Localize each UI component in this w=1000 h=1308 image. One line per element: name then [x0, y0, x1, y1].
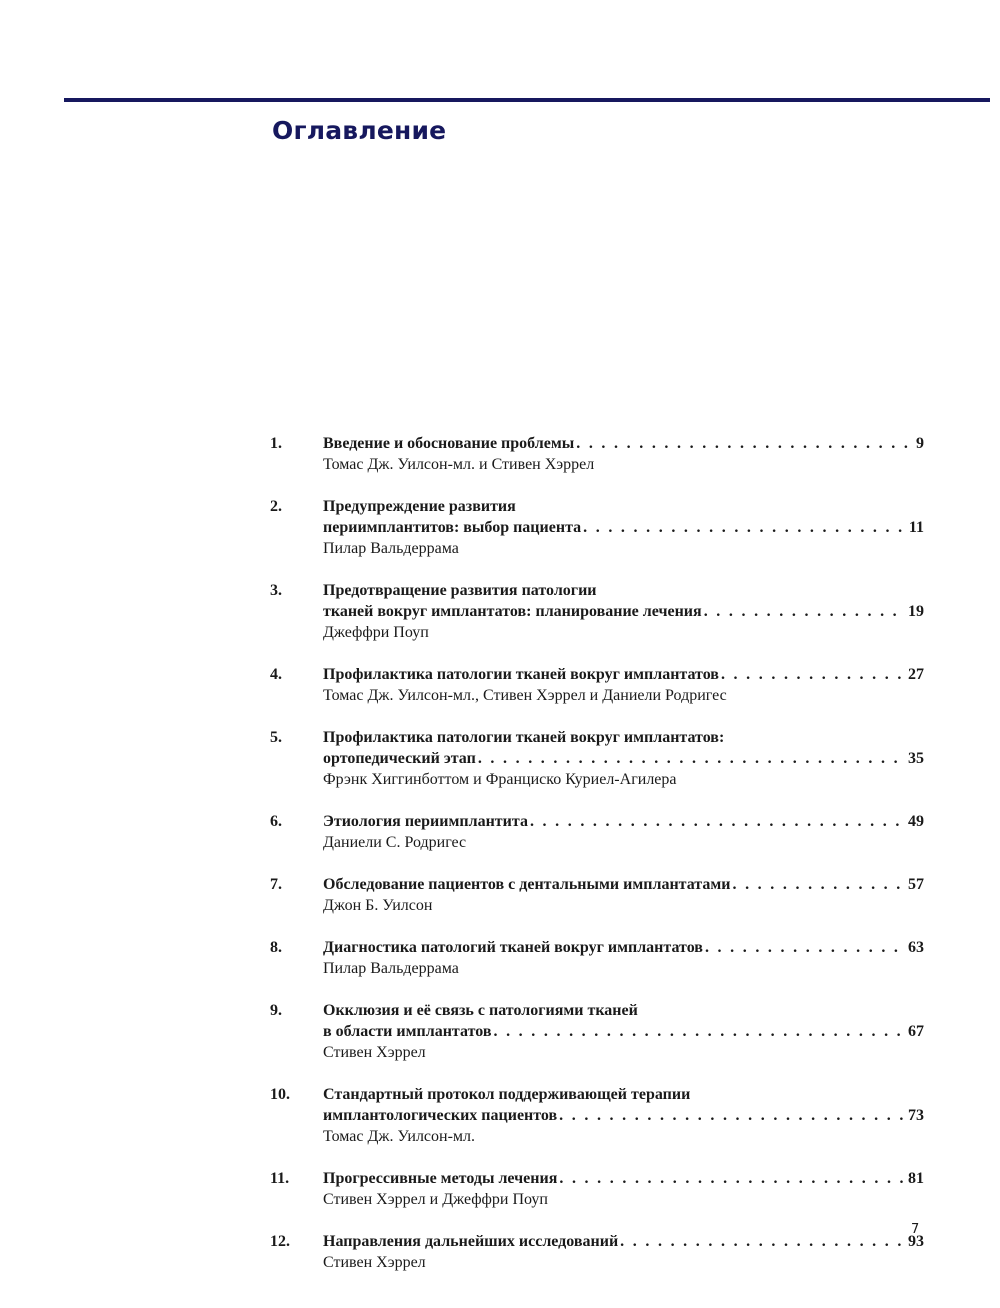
toc-entry: [270, 496, 924, 559]
toc-entry-page: 27: [908, 666, 924, 683]
toc-entry-page: 19: [908, 603, 924, 620]
toc-entry: [270, 1084, 924, 1147]
toc-entry-title-line: Профилактика патологии тканей вокруг имплантатов:: [323, 729, 725, 746]
toc-entry-page: 63: [908, 939, 924, 956]
toc-entry-authors: Томас Дж. Уилсон-мл., Стивен Хэррел и Даниели Родригес: [323, 687, 727, 704]
toc-entry-number: 3.: [270, 582, 282, 599]
toc-entry-page: 11: [908, 519, 924, 536]
toc-entry: [270, 1231, 924, 1273]
toc-entry-title: тканей вокруг имплантатов: планирование лечения: [323, 603, 702, 620]
toc-entry-title-line: Предупреждение развития: [323, 498, 516, 515]
dot-leader: [478, 748, 906, 769]
toc-entry-body: [323, 580, 924, 643]
toc-entry-leader-line: [323, 811, 924, 832]
toc-entry-title: Этиология периимплантита: [323, 813, 528, 830]
toc-entry-page: 73: [908, 1107, 924, 1124]
toc-entry-title: периимплантитов: выбор пациента: [323, 519, 582, 536]
toc-entry-body: [323, 496, 924, 559]
toc-entry-authors: Стивен Хэррел: [323, 1254, 426, 1271]
toc-entry-number: 6.: [270, 813, 282, 830]
toc-entry-page: 9: [916, 435, 924, 452]
toc-entry-page: 67: [908, 1023, 924, 1040]
toc-entry-title: Введение и обоснование проблемы: [323, 435, 575, 452]
dot-leader: [583, 517, 907, 538]
toc-entry-leader-line: [323, 1231, 924, 1252]
toc-entry-title-line: Предотвращение развития патологии: [323, 582, 597, 599]
toc-entry-number: 12.: [270, 1233, 290, 1250]
toc-entry: [270, 580, 924, 643]
toc-entry-number: 5.: [270, 729, 282, 746]
toc-entry-leader-line: [323, 517, 924, 538]
table-of-contents: [270, 433, 924, 1273]
top-rule: [64, 98, 990, 102]
toc-entry-page: 81: [908, 1170, 924, 1187]
toc-entry-title-line: Стандартный протокол поддерживающей терапии: [323, 1086, 691, 1103]
toc-entry-leader-line: [323, 1168, 924, 1189]
toc-entry-body: [323, 874, 924, 916]
toc-entry-title: Диагностика патологий тканей вокруг имплантатов: [323, 939, 703, 956]
toc-entry-body: [323, 664, 924, 706]
toc-entry-body: [323, 727, 924, 790]
dot-leader: [559, 1105, 906, 1126]
toc-entry-title: ортопедический этап: [323, 750, 476, 767]
toc-entry-number: 9.: [270, 1002, 282, 1019]
toc-entry-title: в области имплантатов: [323, 1023, 492, 1040]
toc-entry-title: Прогрессивные методы лечения: [323, 1170, 558, 1187]
toc-entry-number: 11.: [270, 1170, 290, 1187]
dot-leader: [559, 1168, 906, 1189]
toc-entry-number: 8.: [270, 939, 282, 956]
dot-leader: [576, 433, 914, 454]
toc-entry: [270, 811, 924, 853]
toc-entry-authors: Стивен Хэррел и Джеффри Поуп: [323, 1191, 548, 1208]
toc-entry-body: [323, 1084, 924, 1147]
toc-entry-title: имплантологических пациентов: [323, 1107, 558, 1124]
toc-entry-authors: Пилар Вальдеррама: [323, 540, 459, 557]
toc-entry-authors: Джеффри Поуп: [323, 624, 429, 641]
toc-entry-leader-line: [323, 937, 924, 958]
toc-entry-number: 2.: [270, 498, 282, 515]
dot-leader: [704, 601, 906, 622]
toc-entry-authors: Даниели С. Родригес: [323, 834, 467, 851]
toc-entry-leader-line: [323, 433, 924, 454]
toc-entry-page: 57: [908, 876, 924, 893]
toc-entry-leader-line: [323, 601, 924, 622]
toc-entry-leader-line: [323, 1105, 924, 1126]
toc-entry: [270, 1000, 924, 1063]
dot-leader: [620, 1231, 906, 1252]
toc-entry-body: [323, 433, 924, 475]
toc-entry: [270, 1168, 924, 1210]
dot-leader: [721, 664, 906, 685]
page-heading: Оглавление: [272, 116, 447, 145]
toc-entry-title: Профилактика патологии тканей вокруг имплантатов: [323, 666, 719, 683]
toc-entry: [270, 433, 924, 475]
toc-entry-page: 93: [908, 1233, 924, 1250]
toc-entry-authors: Пилар Вальдеррама: [323, 960, 459, 977]
toc-entry-authors: Томас Дж. Уилсон-мл. и Стивен Хэррел: [323, 456, 595, 473]
toc-entry-leader-line: [323, 1021, 924, 1042]
toc-entry-body: [323, 811, 924, 853]
toc-entry-authors: Стивен Хэррел: [323, 1044, 426, 1061]
dot-leader: [732, 874, 906, 895]
toc-entry-number: 7.: [270, 876, 282, 893]
toc-entry-page: 35: [908, 750, 924, 767]
toc-entry-body: [323, 1000, 924, 1063]
toc-entry-authors: Фрэнк Хиггинботтом и Франциско Куриел-Агилера: [323, 771, 677, 788]
toc-entry-number: 10.: [270, 1086, 290, 1103]
toc-entry-body: [323, 937, 924, 979]
page-number: 7: [911, 1222, 920, 1237]
toc-entry-title: Направления дальнейших исследований: [323, 1233, 619, 1250]
toc-entry-title: Обследование пациентов с дентальными имплантатами: [323, 876, 731, 893]
toc-entry: [270, 937, 924, 979]
toc-entry-leader-line: [323, 748, 924, 769]
toc-entry-title-line: Окклюзия и её связь с патологиями тканей: [323, 1002, 638, 1019]
toc-entry-leader-line: [323, 874, 924, 895]
toc-entry-page: 49: [908, 813, 924, 830]
toc-entry-leader-line: [323, 664, 924, 685]
toc-entry-body: [323, 1168, 924, 1210]
toc-entry-body: [323, 1231, 924, 1273]
dot-leader: [705, 937, 906, 958]
toc-entry-number: 4.: [270, 666, 282, 683]
toc-entry: [270, 664, 924, 706]
dot-leader: [530, 811, 906, 832]
toc-entry: [270, 727, 924, 790]
toc-entry-authors: Томас Дж. Уилсон-мл.: [323, 1128, 476, 1145]
toc-entry: [270, 874, 924, 916]
toc-entry-authors: Джон Б. Уилсон: [323, 897, 433, 914]
dot-leader: [493, 1021, 906, 1042]
toc-entry-number: 1.: [270, 435, 282, 452]
